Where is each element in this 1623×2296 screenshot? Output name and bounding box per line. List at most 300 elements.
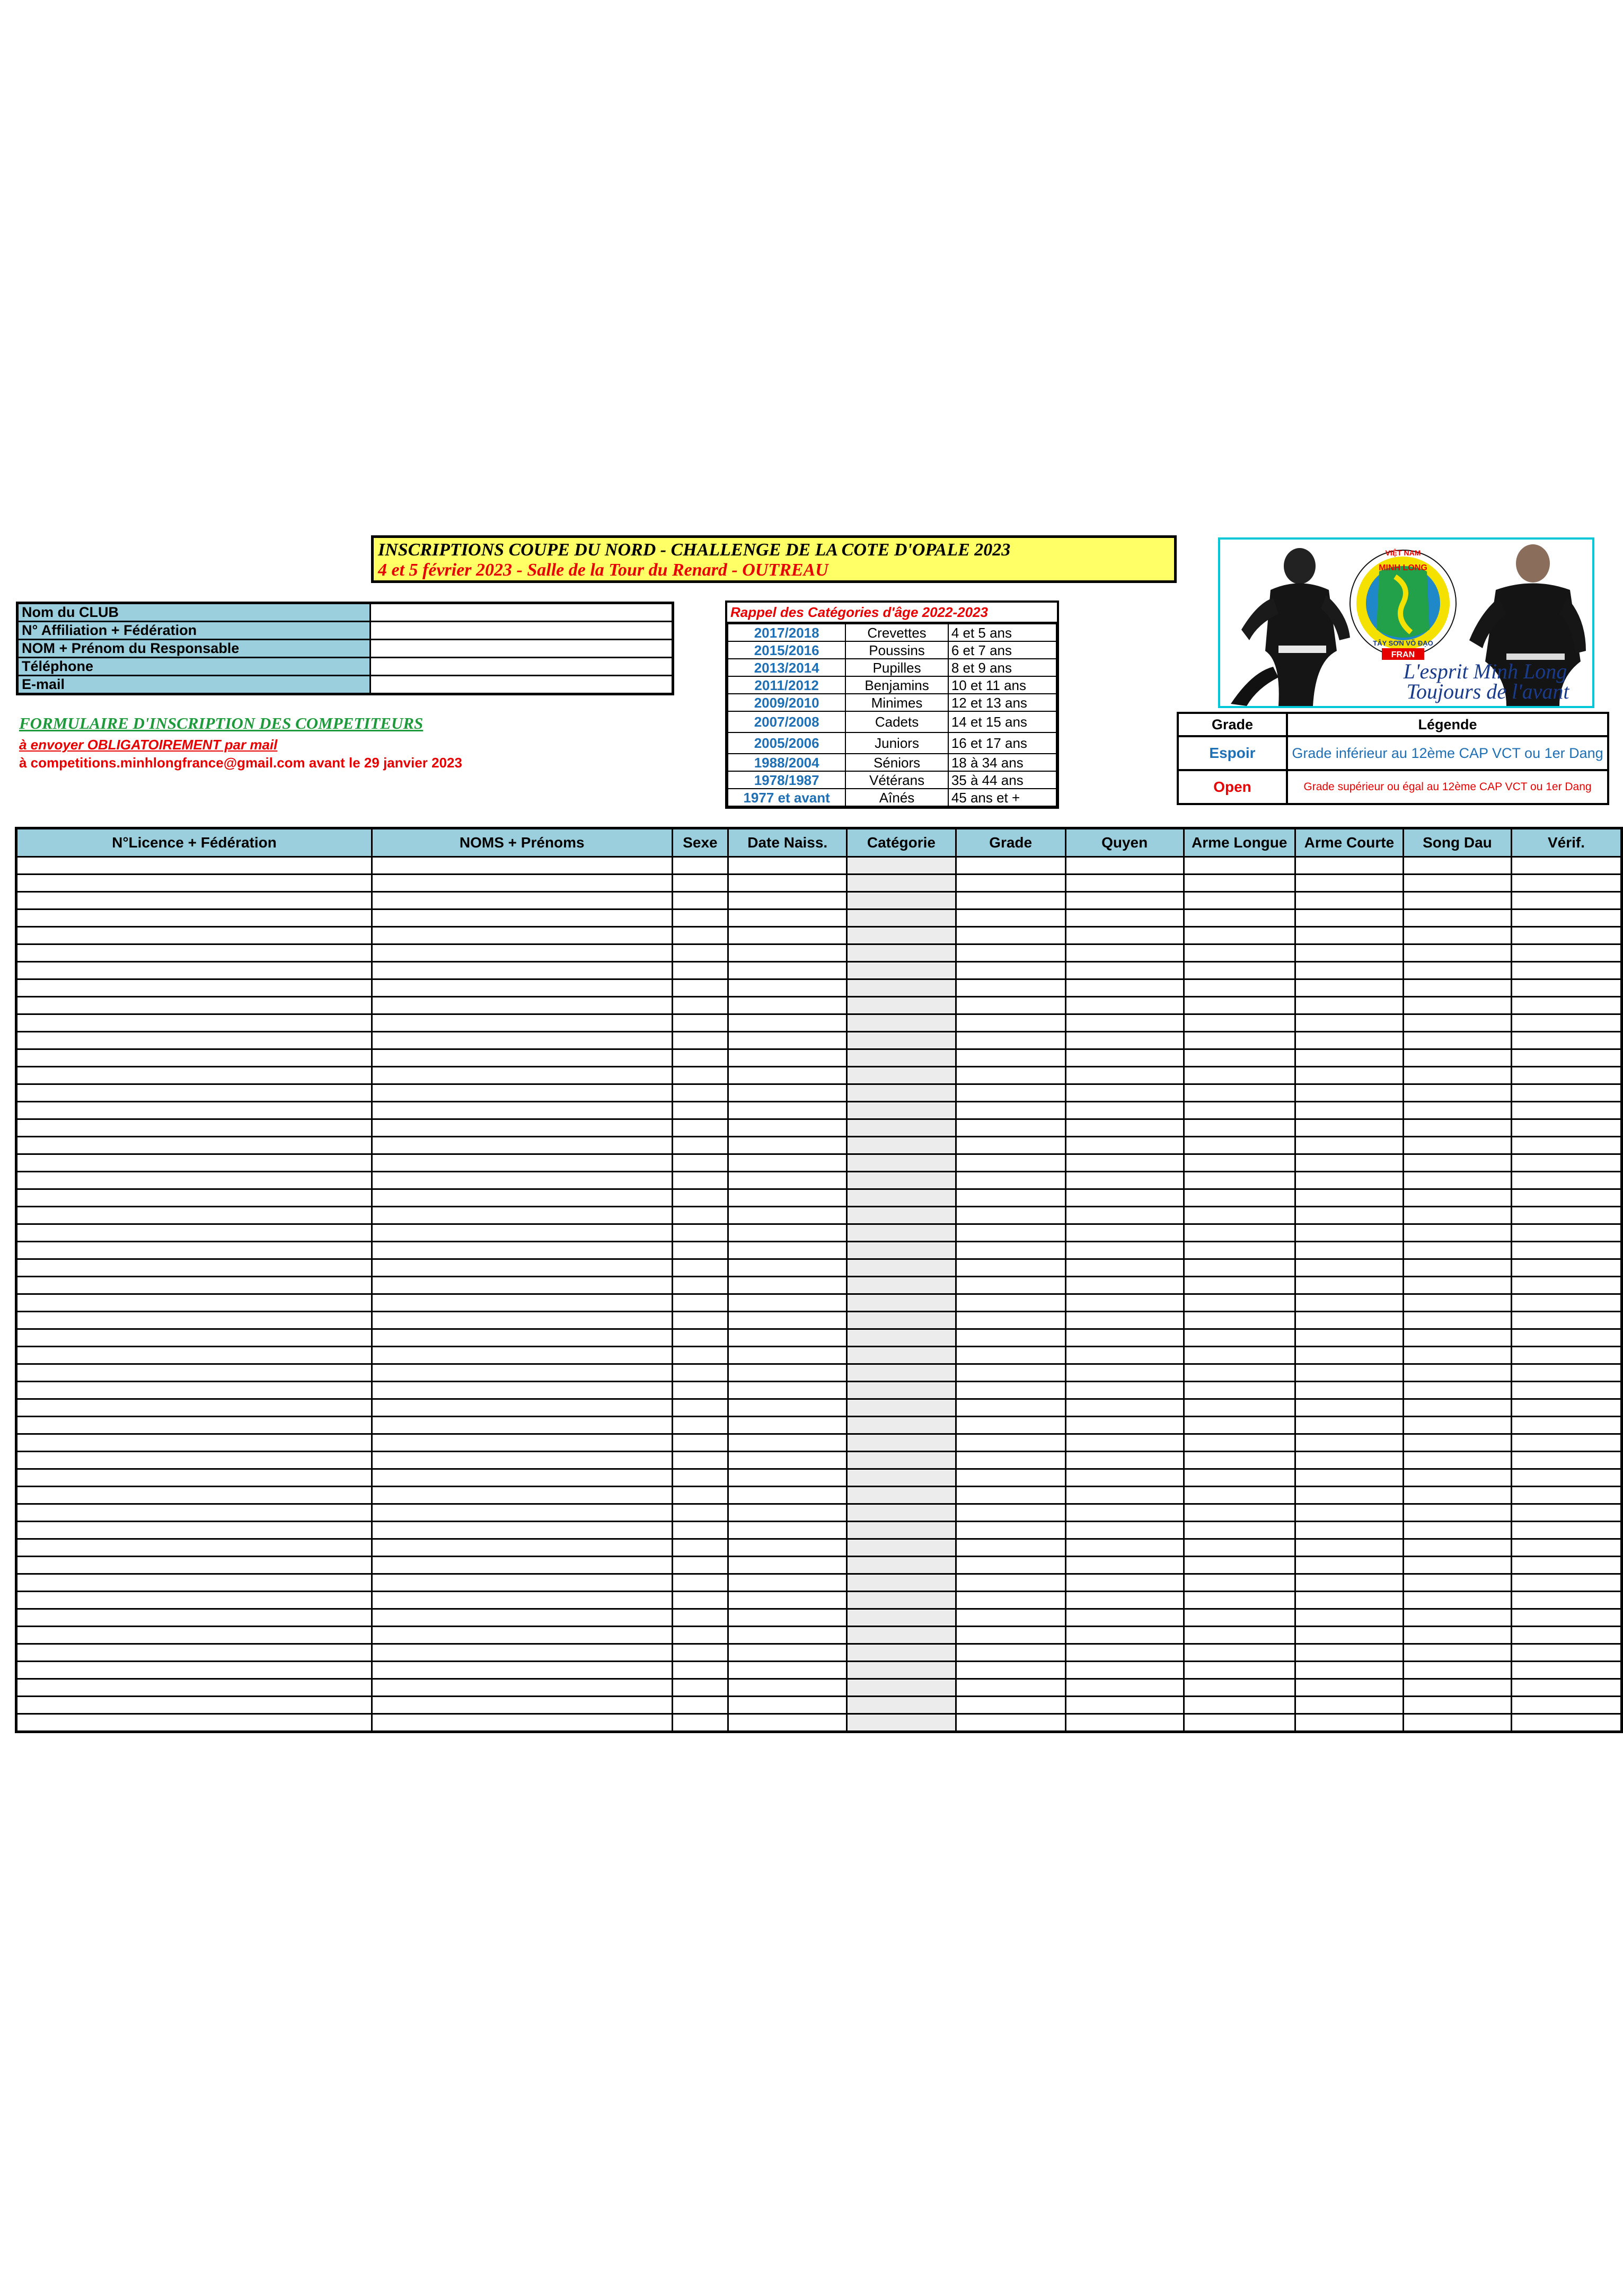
cell-sex[interactable] xyxy=(672,1504,728,1522)
cell-song-dau[interactable] xyxy=(1403,1714,1511,1732)
cell-quyen[interactable] xyxy=(1065,1154,1184,1172)
club-name-field[interactable] xyxy=(371,603,673,622)
cell-verif[interactable] xyxy=(1511,1084,1621,1102)
cell-short-weapon[interactable] xyxy=(1295,1172,1403,1189)
cell-sex[interactable] xyxy=(672,1469,728,1487)
cell-category[interactable] xyxy=(847,1504,956,1522)
cell-licence[interactable] xyxy=(16,1644,372,1662)
cell-category[interactable] xyxy=(847,1137,956,1154)
cell-category[interactable] xyxy=(847,1312,956,1329)
cell-sex[interactable] xyxy=(672,1574,728,1592)
cell-birthdate[interactable] xyxy=(728,1469,847,1487)
cell-song-dau[interactable] xyxy=(1403,1207,1511,1224)
cell-names[interactable] xyxy=(372,1487,672,1504)
cell-song-dau[interactable] xyxy=(1403,1697,1511,1714)
cell-short-weapon[interactable] xyxy=(1295,1242,1403,1259)
cell-category[interactable] xyxy=(847,1032,956,1049)
cell-birthdate[interactable] xyxy=(728,1067,847,1084)
cell-long-weapon[interactable] xyxy=(1184,1189,1295,1207)
cell-birthdate[interactable] xyxy=(728,1487,847,1504)
cell-quyen[interactable] xyxy=(1065,1329,1184,1347)
cell-grade[interactable] xyxy=(956,1469,1065,1487)
cell-names[interactable] xyxy=(372,1452,672,1469)
cell-category[interactable] xyxy=(847,979,956,997)
cell-category[interactable] xyxy=(847,1119,956,1137)
cell-quyen[interactable] xyxy=(1065,1277,1184,1294)
cell-long-weapon[interactable] xyxy=(1184,1102,1295,1119)
cell-verif[interactable] xyxy=(1511,1312,1621,1329)
cell-grade[interactable] xyxy=(956,1084,1065,1102)
cell-verif[interactable] xyxy=(1511,1714,1621,1732)
cell-quyen[interactable] xyxy=(1065,1014,1184,1032)
cell-verif[interactable] xyxy=(1511,1102,1621,1119)
cell-birthdate[interactable] xyxy=(728,1382,847,1399)
cell-long-weapon[interactable] xyxy=(1184,1452,1295,1469)
cell-song-dau[interactable] xyxy=(1403,1627,1511,1644)
cell-grade[interactable] xyxy=(956,1224,1065,1242)
cell-category[interactable] xyxy=(847,1434,956,1452)
cell-song-dau[interactable] xyxy=(1403,1067,1511,1084)
cell-names[interactable] xyxy=(372,1679,672,1697)
cell-birthdate[interactable] xyxy=(728,1679,847,1697)
cell-birthdate[interactable] xyxy=(728,1172,847,1189)
cell-names[interactable] xyxy=(372,997,672,1014)
cell-long-weapon[interactable] xyxy=(1184,909,1295,927)
cell-verif[interactable] xyxy=(1511,1644,1621,1662)
cell-sex[interactable] xyxy=(672,875,728,892)
cell-song-dau[interactable] xyxy=(1403,1592,1511,1609)
cell-song-dau[interactable] xyxy=(1403,857,1511,875)
cell-verif[interactable] xyxy=(1511,979,1621,997)
cell-long-weapon[interactable] xyxy=(1184,1294,1295,1312)
cell-grade[interactable] xyxy=(956,1119,1065,1137)
cell-quyen[interactable] xyxy=(1065,1084,1184,1102)
cell-short-weapon[interactable] xyxy=(1295,1487,1403,1504)
cell-verif[interactable] xyxy=(1511,1119,1621,1137)
cell-verif[interactable] xyxy=(1511,1434,1621,1452)
cell-song-dau[interactable] xyxy=(1403,1644,1511,1662)
cell-song-dau[interactable] xyxy=(1403,875,1511,892)
cell-category[interactable] xyxy=(847,875,956,892)
cell-short-weapon[interactable] xyxy=(1295,1137,1403,1154)
cell-licence[interactable] xyxy=(16,1504,372,1522)
cell-song-dau[interactable] xyxy=(1403,1417,1511,1434)
cell-sex[interactable] xyxy=(672,1434,728,1452)
cell-short-weapon[interactable] xyxy=(1295,1452,1403,1469)
cell-long-weapon[interactable] xyxy=(1184,1259,1295,1277)
cell-birthdate[interactable] xyxy=(728,1014,847,1032)
cell-licence[interactable] xyxy=(16,1014,372,1032)
cell-long-weapon[interactable] xyxy=(1184,1644,1295,1662)
cell-quyen[interactable] xyxy=(1065,892,1184,909)
cell-licence[interactable] xyxy=(16,1574,372,1592)
cell-song-dau[interactable] xyxy=(1403,962,1511,979)
cell-sex[interactable] xyxy=(672,962,728,979)
cell-short-weapon[interactable] xyxy=(1295,1294,1403,1312)
cell-long-weapon[interactable] xyxy=(1184,1697,1295,1714)
cell-short-weapon[interactable] xyxy=(1295,962,1403,979)
cell-sex[interactable] xyxy=(672,1102,728,1119)
cell-song-dau[interactable] xyxy=(1403,1469,1511,1487)
cell-short-weapon[interactable] xyxy=(1295,1364,1403,1382)
cell-names[interactable] xyxy=(372,857,672,875)
cell-quyen[interactable] xyxy=(1065,1697,1184,1714)
cell-birthdate[interactable] xyxy=(728,1137,847,1154)
cell-names[interactable] xyxy=(372,1329,672,1347)
cell-licence[interactable] xyxy=(16,1137,372,1154)
cell-category[interactable] xyxy=(847,1347,956,1364)
cell-long-weapon[interactable] xyxy=(1184,1137,1295,1154)
cell-grade[interactable] xyxy=(956,1504,1065,1522)
cell-sex[interactable] xyxy=(672,1364,728,1382)
cell-long-weapon[interactable] xyxy=(1184,1662,1295,1679)
cell-sex[interactable] xyxy=(672,1049,728,1067)
cell-grade[interactable] xyxy=(956,1574,1065,1592)
cell-song-dau[interactable] xyxy=(1403,979,1511,997)
cell-names[interactable] xyxy=(372,875,672,892)
cell-verif[interactable] xyxy=(1511,1224,1621,1242)
cell-sex[interactable] xyxy=(672,997,728,1014)
cell-long-weapon[interactable] xyxy=(1184,875,1295,892)
cell-sex[interactable] xyxy=(672,1294,728,1312)
cell-birthdate[interactable] xyxy=(728,1504,847,1522)
cell-sex[interactable] xyxy=(672,1014,728,1032)
cell-quyen[interactable] xyxy=(1065,1259,1184,1277)
cell-names[interactable] xyxy=(372,909,672,927)
cell-verif[interactable] xyxy=(1511,1032,1621,1049)
cell-birthdate[interactable] xyxy=(728,1434,847,1452)
cell-long-weapon[interactable] xyxy=(1184,1224,1295,1242)
cell-long-weapon[interactable] xyxy=(1184,1207,1295,1224)
cell-quyen[interactable] xyxy=(1065,1137,1184,1154)
cell-licence[interactable] xyxy=(16,1259,372,1277)
cell-birthdate[interactable] xyxy=(728,997,847,1014)
cell-short-weapon[interactable] xyxy=(1295,875,1403,892)
cell-licence[interactable] xyxy=(16,1329,372,1347)
cell-category[interactable] xyxy=(847,1539,956,1557)
cell-sex[interactable] xyxy=(672,1714,728,1732)
cell-quyen[interactable] xyxy=(1065,962,1184,979)
cell-names[interactable] xyxy=(372,1364,672,1382)
cell-names[interactable] xyxy=(372,1312,672,1329)
cell-licence[interactable] xyxy=(16,1662,372,1679)
cell-sex[interactable] xyxy=(672,1242,728,1259)
cell-song-dau[interactable] xyxy=(1403,1049,1511,1067)
cell-long-weapon[interactable] xyxy=(1184,1347,1295,1364)
cell-grade[interactable] xyxy=(956,1679,1065,1697)
cell-grade[interactable] xyxy=(956,1697,1065,1714)
cell-birthdate[interactable] xyxy=(728,875,847,892)
cell-licence[interactable] xyxy=(16,1592,372,1609)
cell-names[interactable] xyxy=(372,1172,672,1189)
cell-short-weapon[interactable] xyxy=(1295,1224,1403,1242)
cell-verif[interactable] xyxy=(1511,892,1621,909)
cell-quyen[interactable] xyxy=(1065,1609,1184,1627)
cell-names[interactable] xyxy=(372,1539,672,1557)
cell-grade[interactable] xyxy=(956,857,1065,875)
cell-verif[interactable] xyxy=(1511,962,1621,979)
cell-sex[interactable] xyxy=(672,892,728,909)
cell-category[interactable] xyxy=(847,1644,956,1662)
cell-licence[interactable] xyxy=(16,909,372,927)
cell-verif[interactable] xyxy=(1511,1592,1621,1609)
cell-grade[interactable] xyxy=(956,1347,1065,1364)
cell-quyen[interactable] xyxy=(1065,1662,1184,1679)
cell-song-dau[interactable] xyxy=(1403,1172,1511,1189)
cell-category[interactable] xyxy=(847,1224,956,1242)
cell-birthdate[interactable] xyxy=(728,927,847,944)
cell-category[interactable] xyxy=(847,1259,956,1277)
cell-short-weapon[interactable] xyxy=(1295,1714,1403,1732)
cell-quyen[interactable] xyxy=(1065,1469,1184,1487)
cell-sex[interactable] xyxy=(672,1259,728,1277)
cell-category[interactable] xyxy=(847,1574,956,1592)
cell-grade[interactable] xyxy=(956,979,1065,997)
cell-licence[interactable] xyxy=(16,1452,372,1469)
cell-licence[interactable] xyxy=(16,1189,372,1207)
cell-category[interactable] xyxy=(847,1487,956,1504)
cell-category[interactable] xyxy=(847,1592,956,1609)
cell-short-weapon[interactable] xyxy=(1295,1329,1403,1347)
cell-sex[interactable] xyxy=(672,1592,728,1609)
cell-grade[interactable] xyxy=(956,909,1065,927)
cell-long-weapon[interactable] xyxy=(1184,1119,1295,1137)
cell-grade[interactable] xyxy=(956,1329,1065,1347)
cell-verif[interactable] xyxy=(1511,1504,1621,1522)
cell-short-weapon[interactable] xyxy=(1295,1084,1403,1102)
cell-names[interactable] xyxy=(372,1102,672,1119)
cell-names[interactable] xyxy=(372,1469,672,1487)
cell-category[interactable] xyxy=(847,1522,956,1539)
cell-licence[interactable] xyxy=(16,1154,372,1172)
cell-short-weapon[interactable] xyxy=(1295,1609,1403,1627)
cell-verif[interactable] xyxy=(1511,1277,1621,1294)
cell-sex[interactable] xyxy=(672,1189,728,1207)
cell-quyen[interactable] xyxy=(1065,1364,1184,1382)
cell-sex[interactable] xyxy=(672,1417,728,1434)
cell-song-dau[interactable] xyxy=(1403,1487,1511,1504)
cell-sex[interactable] xyxy=(672,927,728,944)
cell-licence[interactable] xyxy=(16,1609,372,1627)
cell-names[interactable] xyxy=(372,1242,672,1259)
cell-licence[interactable] xyxy=(16,1347,372,1364)
cell-long-weapon[interactable] xyxy=(1184,1067,1295,1084)
cell-long-weapon[interactable] xyxy=(1184,1032,1295,1049)
cell-long-weapon[interactable] xyxy=(1184,1242,1295,1259)
cell-short-weapon[interactable] xyxy=(1295,1469,1403,1487)
cell-licence[interactable] xyxy=(16,1102,372,1119)
cell-quyen[interactable] xyxy=(1065,909,1184,927)
cell-verif[interactable] xyxy=(1511,1399,1621,1417)
cell-names[interactable] xyxy=(372,1417,672,1434)
cell-short-weapon[interactable] xyxy=(1295,1557,1403,1574)
cell-names[interactable] xyxy=(372,1627,672,1644)
cell-short-weapon[interactable] xyxy=(1295,1504,1403,1522)
cell-names[interactable] xyxy=(372,1049,672,1067)
cell-song-dau[interactable] xyxy=(1403,1434,1511,1452)
cell-sex[interactable] xyxy=(672,1487,728,1504)
cell-verif[interactable] xyxy=(1511,1242,1621,1259)
cell-licence[interactable] xyxy=(16,1714,372,1732)
cell-long-weapon[interactable] xyxy=(1184,1154,1295,1172)
cell-licence[interactable] xyxy=(16,1277,372,1294)
cell-category[interactable] xyxy=(847,1277,956,1294)
cell-quyen[interactable] xyxy=(1065,1312,1184,1329)
cell-names[interactable] xyxy=(372,1434,672,1452)
cell-short-weapon[interactable] xyxy=(1295,1434,1403,1452)
cell-licence[interactable] xyxy=(16,1224,372,1242)
cell-names[interactable] xyxy=(372,892,672,909)
cell-names[interactable] xyxy=(372,1347,672,1364)
cell-birthdate[interactable] xyxy=(728,1417,847,1434)
cell-verif[interactable] xyxy=(1511,1137,1621,1154)
cell-licence[interactable] xyxy=(16,997,372,1014)
cell-long-weapon[interactable] xyxy=(1184,1434,1295,1452)
cell-birthdate[interactable] xyxy=(728,1259,847,1277)
cell-short-weapon[interactable] xyxy=(1295,1312,1403,1329)
cell-verif[interactable] xyxy=(1511,1067,1621,1084)
cell-short-weapon[interactable] xyxy=(1295,1662,1403,1679)
cell-category[interactable] xyxy=(847,1154,956,1172)
cell-licence[interactable] xyxy=(16,962,372,979)
cell-sex[interactable] xyxy=(672,1347,728,1364)
cell-category[interactable] xyxy=(847,1014,956,1032)
cell-quyen[interactable] xyxy=(1065,1644,1184,1662)
cell-sex[interactable] xyxy=(672,1382,728,1399)
cell-long-weapon[interactable] xyxy=(1184,1679,1295,1697)
cell-song-dau[interactable] xyxy=(1403,927,1511,944)
cell-long-weapon[interactable] xyxy=(1184,1014,1295,1032)
cell-quyen[interactable] xyxy=(1065,1032,1184,1049)
cell-song-dau[interactable] xyxy=(1403,1522,1511,1539)
cell-sex[interactable] xyxy=(672,1067,728,1084)
cell-names[interactable] xyxy=(372,1014,672,1032)
cell-names[interactable] xyxy=(372,1574,672,1592)
cell-licence[interactable] xyxy=(16,892,372,909)
cell-category[interactable] xyxy=(847,1102,956,1119)
cell-birthdate[interactable] xyxy=(728,1399,847,1417)
cell-verif[interactable] xyxy=(1511,997,1621,1014)
cell-long-weapon[interactable] xyxy=(1184,1504,1295,1522)
cell-sex[interactable] xyxy=(672,1697,728,1714)
cell-song-dau[interactable] xyxy=(1403,1119,1511,1137)
cell-verif[interactable] xyxy=(1511,1049,1621,1067)
cell-short-weapon[interactable] xyxy=(1295,1697,1403,1714)
cell-grade[interactable] xyxy=(956,1452,1065,1469)
cell-birthdate[interactable] xyxy=(728,1224,847,1242)
email-field[interactable] xyxy=(371,676,673,694)
cell-grade[interactable] xyxy=(956,1382,1065,1399)
cell-licence[interactable] xyxy=(16,1067,372,1084)
cell-licence[interactable] xyxy=(16,1697,372,1714)
cell-long-weapon[interactable] xyxy=(1184,1592,1295,1609)
cell-song-dau[interactable] xyxy=(1403,909,1511,927)
cell-long-weapon[interactable] xyxy=(1184,1574,1295,1592)
cell-song-dau[interactable] xyxy=(1403,1504,1511,1522)
cell-birthdate[interactable] xyxy=(728,1522,847,1539)
cell-birthdate[interactable] xyxy=(728,1119,847,1137)
cell-grade[interactable] xyxy=(956,1364,1065,1382)
cell-grade[interactable] xyxy=(956,1014,1065,1032)
cell-quyen[interactable] xyxy=(1065,1382,1184,1399)
cell-birthdate[interactable] xyxy=(728,1277,847,1294)
cell-birthdate[interactable] xyxy=(728,1714,847,1732)
cell-short-weapon[interactable] xyxy=(1295,944,1403,962)
cell-sex[interactable] xyxy=(672,1172,728,1189)
cell-quyen[interactable] xyxy=(1065,1487,1184,1504)
cell-short-weapon[interactable] xyxy=(1295,1522,1403,1539)
cell-long-weapon[interactable] xyxy=(1184,1539,1295,1557)
cell-quyen[interactable] xyxy=(1065,1067,1184,1084)
cell-song-dau[interactable] xyxy=(1403,1259,1511,1277)
cell-birthdate[interactable] xyxy=(728,944,847,962)
cell-verif[interactable] xyxy=(1511,1207,1621,1224)
cell-sex[interactable] xyxy=(672,1452,728,1469)
cell-song-dau[interactable] xyxy=(1403,1452,1511,1469)
cell-song-dau[interactable] xyxy=(1403,1102,1511,1119)
cell-long-weapon[interactable] xyxy=(1184,1382,1295,1399)
cell-long-weapon[interactable] xyxy=(1184,979,1295,997)
cell-licence[interactable] xyxy=(16,875,372,892)
cell-licence[interactable] xyxy=(16,1399,372,1417)
cell-quyen[interactable] xyxy=(1065,944,1184,962)
cell-licence[interactable] xyxy=(16,1294,372,1312)
cell-song-dau[interactable] xyxy=(1403,1347,1511,1364)
cell-quyen[interactable] xyxy=(1065,1434,1184,1452)
cell-licence[interactable] xyxy=(16,1417,372,1434)
cell-grade[interactable] xyxy=(956,1259,1065,1277)
cell-song-dau[interactable] xyxy=(1403,892,1511,909)
cell-category[interactable] xyxy=(847,1294,956,1312)
cell-grade[interactable] xyxy=(956,944,1065,962)
cell-verif[interactable] xyxy=(1511,1014,1621,1032)
cell-category[interactable] xyxy=(847,1714,956,1732)
cell-birthdate[interactable] xyxy=(728,909,847,927)
cell-quyen[interactable] xyxy=(1065,1102,1184,1119)
cell-category[interactable] xyxy=(847,1189,956,1207)
cell-song-dau[interactable] xyxy=(1403,1084,1511,1102)
cell-category[interactable] xyxy=(847,1557,956,1574)
cell-long-weapon[interactable] xyxy=(1184,1084,1295,1102)
cell-song-dau[interactable] xyxy=(1403,1224,1511,1242)
cell-verif[interactable] xyxy=(1511,1172,1621,1189)
cell-sex[interactable] xyxy=(672,1539,728,1557)
cell-sex[interactable] xyxy=(672,1644,728,1662)
cell-short-weapon[interactable] xyxy=(1295,857,1403,875)
cell-verif[interactable] xyxy=(1511,1539,1621,1557)
cell-licence[interactable] xyxy=(16,1364,372,1382)
cell-verif[interactable] xyxy=(1511,1697,1621,1714)
cell-verif[interactable] xyxy=(1511,1189,1621,1207)
cell-grade[interactable] xyxy=(956,1399,1065,1417)
cell-birthdate[interactable] xyxy=(728,892,847,909)
cell-verif[interactable] xyxy=(1511,1522,1621,1539)
cell-category[interactable] xyxy=(847,857,956,875)
cell-names[interactable] xyxy=(372,1592,672,1609)
cell-category[interactable] xyxy=(847,909,956,927)
cell-short-weapon[interactable] xyxy=(1295,892,1403,909)
cell-short-weapon[interactable] xyxy=(1295,1399,1403,1417)
cell-licence[interactable] xyxy=(16,1487,372,1504)
cell-sex[interactable] xyxy=(672,1609,728,1627)
cell-long-weapon[interactable] xyxy=(1184,1714,1295,1732)
cell-birthdate[interactable] xyxy=(728,1609,847,1627)
cell-song-dau[interactable] xyxy=(1403,1329,1511,1347)
cell-grade[interactable] xyxy=(956,1189,1065,1207)
cell-song-dau[interactable] xyxy=(1403,1382,1511,1399)
cell-quyen[interactable] xyxy=(1065,1522,1184,1539)
cell-birthdate[interactable] xyxy=(728,1032,847,1049)
